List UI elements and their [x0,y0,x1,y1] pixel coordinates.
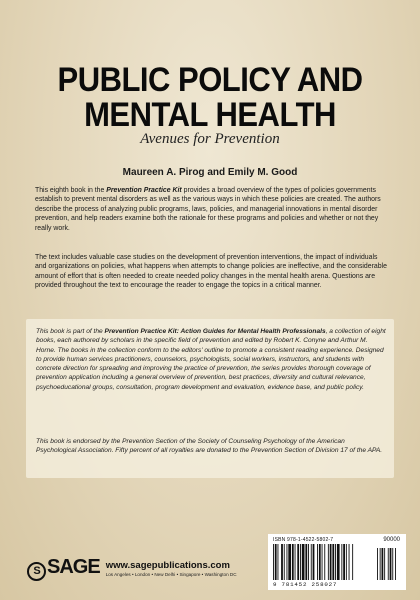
series-info-box [26,319,394,478]
barcode-stripe [330,544,332,580]
barcode-stripe [311,544,312,580]
barcode-stripe [313,544,315,580]
barcode-stripe [332,544,334,580]
barcode-panel [268,534,406,590]
para1-post: provides a broad overview of the types of policies governments establish to prevent mental disorders as well as the various ways in which these policies are created. The authors describe the process of analyzing public programs, laws, policies, and managerial innovations in mental disorder prevention, and help readers examine both the rationale for these programs and policies and whether or not they really work. [35,187,381,232]
barcode-stripe [284,544,285,580]
book-title [0,59,420,134]
sage-s-icon: S [27,562,46,581]
barcode-stripe [287,544,288,580]
box-para1-pre: This book is part of the [36,328,105,335]
sage-logo [27,556,100,580]
barcode-stripe [337,544,340,580]
barcode-stripe [281,544,283,580]
box-para1-post: , a collection of eight books, each authored by scholars in the specific field of prevention and edited by Robert K. Conyne and Arthur M. Horne. The books in the collection conform to the editors' outline to promote a consistent reading experience. Designed to provide human services practitioners, counselors, psychologists, social workers, instructors, and students with concrete direction for spreading and improving the practice of prevention, the series provides thorough coverage of prevention application including a general overview of prevention, best practices, diversity and cultural relevance, psychoeducational groups, consultation, program development and evaluation, evidence base, and public policy. [36,328,386,391]
barcode-stripe [300,544,301,580]
barcode-stripe [319,544,321,580]
barcode-stripe [275,544,277,580]
barcode-stripe [349,544,350,580]
publisher-cities: Los Angeles • London • New Delhi • Singapore • Washington DC [105,571,237,577]
barcode-stripe [324,544,325,580]
barcode-stripe [278,544,279,580]
description-paragraph-2: The text includes valuable case studies on the development of prevention interventions, the impact of individuals and organizations on policies, what happens when attempts to change policies are ineffective, and the considerable amount of effort that is often needed to create needed policy changes in the mental health arena. Questions are provided throughout the text to encourage the reader to engage the topics in a critical manner. [35,254,387,290]
price-code: 90000 [383,537,400,543]
series-name-emphasis: Prevention Practice Kit [106,187,182,194]
addon-stripe [382,548,384,580]
sage-logo-text: SAGE [47,556,100,578]
barcode-icon [273,544,401,582]
addon-stripe [384,548,385,580]
barcode-stripe [322,544,323,580]
title-line-2: MENTAL HEALTH [84,94,336,134]
barcode-stripe [302,544,305,580]
barcode-stripe [308,544,309,580]
publisher-website: www.sagepublications.com [105,559,230,571]
barcode-stripe [343,544,345,580]
barcode-stripe [292,544,294,580]
addon-stripe [390,548,392,580]
publisher-contact [106,560,237,577]
barcode-stripe [335,544,336,580]
addon-stripe [380,548,381,580]
series-info-paragraph [36,327,386,392]
barcode-stripe [273,544,274,580]
barcode-digits: 9 781452 258027 [273,581,338,588]
addon-stripe [377,548,378,580]
barcode-stripe [341,544,342,580]
barcode-stripe [346,544,347,580]
title-line-1: PUBLIC POLICY AND [57,59,363,99]
description-paragraph-1 [35,186,387,233]
para1-pre: This eighth book in the [35,187,107,194]
book-subtitle: Avenues for Prevention [140,131,280,147]
addon-stripe [388,548,389,580]
publisher-logo-block [27,556,237,580]
barcode-stripe [288,544,291,580]
isbn-label: ISBN 978-1-4522-5802-7 [273,537,334,543]
endorsement-paragraph: This book is endorsed by the Prevention Section of the Society of Counseling Psychology of the American Psychological Association. Fifty percent of all royalties are donated to the Prevention Section of Division 17 of the APA. [36,438,383,455]
authors: Maureen A. Pirog and Emily M. Good [122,167,298,178]
barcode-stripe [305,544,307,580]
barcode-stripe [352,544,353,580]
barcode-stripe [295,544,296,580]
barcode-stripe [297,544,299,580]
barcode-stripe [317,544,318,580]
barcode-stripe [328,544,329,580]
addon-stripe [395,548,396,580]
addon-stripe [392,548,393,580]
series-title-emphasis: Prevention Practice Kit: Action Guides for Mental Health Professionals [104,328,326,335]
